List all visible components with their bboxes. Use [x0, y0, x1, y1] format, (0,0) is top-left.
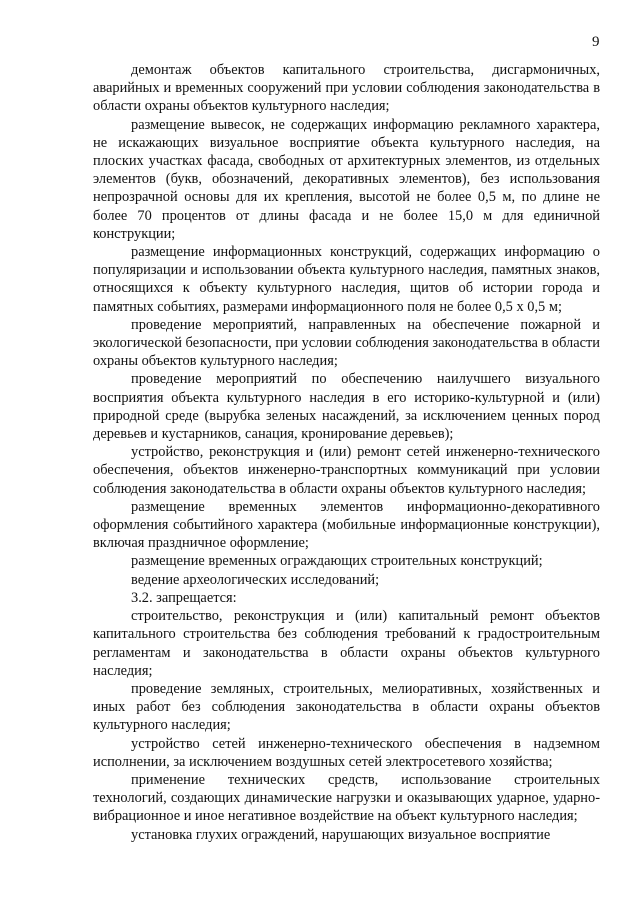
paragraph-9: ведение археологических исследований; [131, 571, 380, 588]
section-heading: 3.2. запрещается: [131, 589, 237, 606]
paragraph-7: размещение временных элементов информационно-декоративного оформления событийного характера (мобильные информационные конструкции), включая праздничное оформление; [93, 498, 600, 552]
paragraph-3: размещение информационных конструкций, содержащих информацию о популяризации и использовании объекта культурного наследия, памятных знаков, относящихся к объекту культурного наследия, щитов об истории города и памятных событиях, размерами информационного поля не более 0,5 х 0,5 м; [93, 244, 600, 315]
paragraph-6: устройство, реконструкция и (или) ремонт сетей инженерно-технического обеспечения, объектов инженерно-транспортных коммуникаций при условии соблюдения законодательства в области охраны объектов культурного наследия; [93, 444, 600, 497]
paragraph-15: установка глухих ограждений, нарушающих визуальное восприятие [131, 826, 551, 843]
paragraph-14: применение технических средств, использование строительных технологий, создающих динамические нагрузки и оказывающих ударное, ударно-вибрационное и иное негативное воздействие на объект культурного наследия; [93, 771, 600, 825]
paragraph-2: размещение вывесок, не содержащих информацию рекламного характера, не искажающих визуальное восприятие объекта культурного наследия, на плоских участках фасада, свободных от архитектурных элементов, из отдельных элементов (букв, обозначений, декоративных элементов), без использования непрозрачной основы для их крепления, высотой не более 0,5 м, по длине не более 70 процентов от длины фасада и не более 15,0 м для единичной конструкции; [93, 116, 600, 242]
paragraph-1: демонтаж объектов капитального строительства, дисгармоничных, аварийных и временных сооружений при условии соблюдения законодательства в области охраны объектов культурного наследия; [93, 62, 600, 115]
paragraph-4: проведение мероприятий, направленных на обеспечение пожарной и экологической безопасности, при условии соблюдения законодательства в области охраны объектов культурного наследия; [93, 316, 600, 370]
paragraph-8: размещение временных ограждающих строительных конструкций; [131, 553, 543, 570]
paragraph-13: устройство сетей инженерно-технического обеспечения в надземном исполнении, за исключением воздушных сетей электросетевого хозяйства; [93, 735, 600, 770]
paragraph-11: строительство, реконструкция и (или) капитальный ремонт объектов капитального строительства без соблюдения требований к градостроительным регламентам и законодательства в области охраны объектов культурного наследия; [93, 608, 600, 679]
document-body [93, 61, 600, 844]
page-number: 9 [592, 34, 600, 50]
paragraph-5: проведение мероприятий по обеспечению наилучшего визуального восприятия объекта культурного наследия в его историко-культурной и (или) природной среде (вырубка зеленых насаждений, за исключением ценных пород деревьев и кустарников, санация, кронирование деревьев); [93, 371, 600, 443]
paragraph-12: проведение земляных, строительных, мелиоративных, хозяйственных и иных работ без соблюдения законодательства в области охраны объектов культурного наследия; [93, 680, 600, 734]
